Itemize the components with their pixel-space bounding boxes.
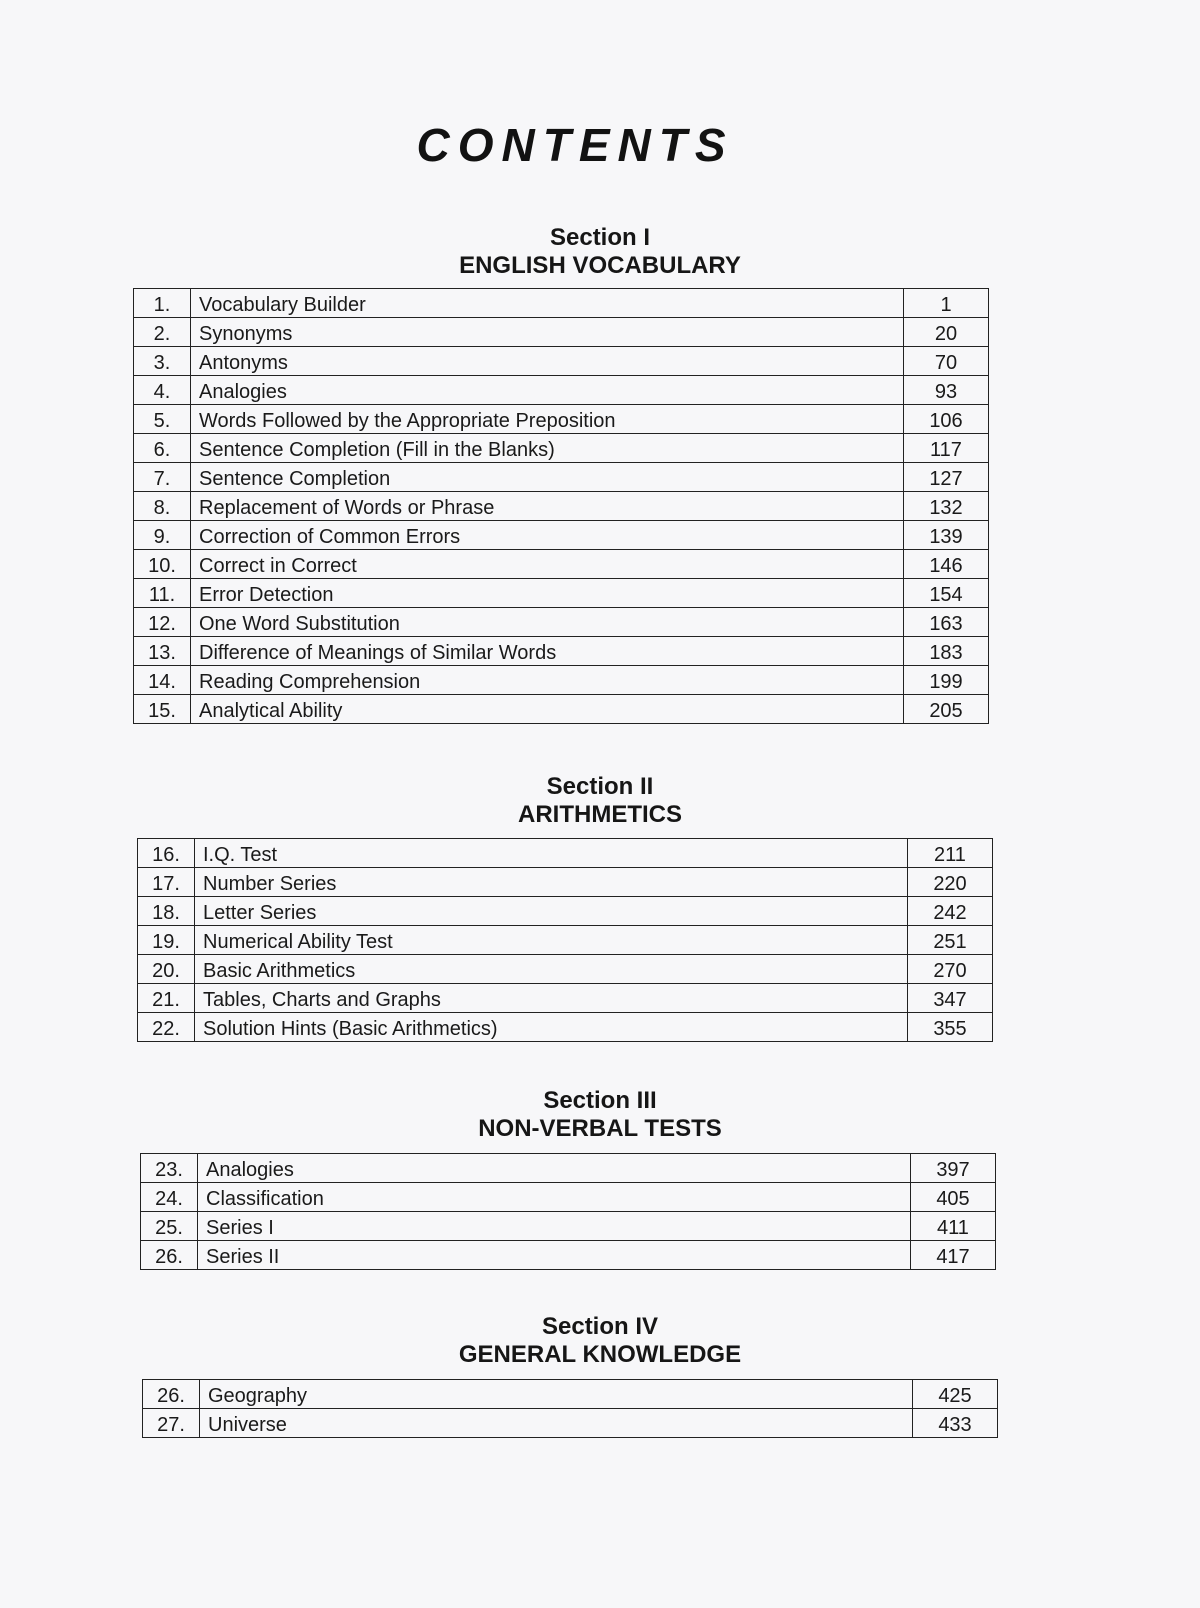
entry-topic: Tables, Charts and Graphs — [195, 984, 908, 1013]
entry-number: 16. — [138, 839, 195, 868]
section-label: Section I — [549, 224, 651, 251]
entry-page: 70 — [904, 347, 989, 376]
entry-topic: Analogies — [191, 376, 904, 405]
toc-row — [134, 492, 989, 521]
entry-number: 26. — [141, 1241, 198, 1270]
toc-row — [134, 579, 989, 608]
section-name: NON-VERBAL TESTS — [478, 1115, 722, 1142]
entry-page: 355 — [908, 1013, 993, 1042]
entry-page: 20 — [904, 318, 989, 347]
entry-number: 12. — [134, 608, 191, 637]
entry-topic: One Word Substitution — [191, 608, 904, 637]
toc-row — [134, 405, 989, 434]
entry-number: 15. — [134, 695, 191, 724]
entry-number: 1. — [134, 289, 191, 318]
entry-topic: Analogies — [198, 1154, 911, 1183]
page-title: CONTENTS — [416, 119, 734, 171]
entry-topic: Sentence Completion (Fill in the Blanks) — [191, 434, 904, 463]
entry-page: 154 — [904, 579, 989, 608]
toc-row — [138, 868, 993, 897]
toc-row — [138, 955, 993, 984]
toc-row — [134, 608, 989, 637]
entry-number: 21. — [138, 984, 195, 1013]
toc-table-section-3 — [140, 1153, 996, 1270]
toc-row — [134, 666, 989, 695]
entry-page: 146 — [904, 550, 989, 579]
section-1-heading — [0, 224, 1200, 280]
entry-number: 9. — [134, 521, 191, 550]
entry-topic: Universe — [200, 1409, 913, 1438]
toc-table-section-4 — [142, 1379, 998, 1438]
toc-row — [143, 1409, 998, 1438]
toc-row — [134, 434, 989, 463]
toc-row — [141, 1183, 996, 1212]
entry-number: 7. — [134, 463, 191, 492]
entry-topic: Difference of Meanings of Similar Words — [191, 637, 904, 666]
toc-row — [134, 550, 989, 579]
entry-page: 251 — [908, 926, 993, 955]
entry-number: 2. — [134, 318, 191, 347]
entry-number: 17. — [138, 868, 195, 897]
toc-row — [134, 521, 989, 550]
entry-page: 163 — [904, 608, 989, 637]
section-label: Section IV — [541, 1313, 659, 1340]
entry-number: 22. — [138, 1013, 195, 1042]
entry-number: 26. — [143, 1380, 200, 1409]
entry-topic: Words Followed by the Appropriate Preposition — [191, 405, 904, 434]
entry-topic: Basic Arithmetics — [195, 955, 908, 984]
entry-number: 23. — [141, 1154, 198, 1183]
entry-topic: Analytical Ability — [191, 695, 904, 724]
entry-page: 242 — [908, 897, 993, 926]
toc-row — [143, 1380, 998, 1409]
toc-row — [138, 926, 993, 955]
entry-number: 4. — [134, 376, 191, 405]
entry-topic: I.Q. Test — [195, 839, 908, 868]
section-2-heading — [0, 773, 1200, 829]
entry-topic: Correction of Common Errors — [191, 521, 904, 550]
entry-number: 5. — [134, 405, 191, 434]
entry-page: 220 — [908, 868, 993, 897]
entry-page: 106 — [904, 405, 989, 434]
entry-topic: Numerical Ability Test — [195, 926, 908, 955]
toc-row — [138, 897, 993, 926]
toc-row — [138, 984, 993, 1013]
toc-table-section-2 — [137, 838, 993, 1042]
toc-row — [141, 1241, 996, 1270]
toc-row — [138, 1013, 993, 1042]
section-3-heading — [0, 1087, 1200, 1143]
entry-topic: Classification — [198, 1183, 911, 1212]
entry-number: 3. — [134, 347, 191, 376]
entry-page: 132 — [904, 492, 989, 521]
entry-topic: Antonyms — [191, 347, 904, 376]
entry-number: 8. — [134, 492, 191, 521]
entry-topic: Letter Series — [195, 897, 908, 926]
entry-page: 417 — [911, 1241, 996, 1270]
entry-topic: Reading Comprehension — [191, 666, 904, 695]
entry-number: 27. — [143, 1409, 200, 1438]
toc-row — [134, 463, 989, 492]
entry-topic: Number Series — [195, 868, 908, 897]
entry-page: 127 — [904, 463, 989, 492]
section-name: GENERAL KNOWLEDGE — [458, 1341, 742, 1368]
toc-row — [134, 637, 989, 666]
section-4-heading — [0, 1313, 1200, 1369]
entry-number: 6. — [134, 434, 191, 463]
section-name: ARITHMETICS — [518, 801, 682, 828]
entry-number: 11. — [134, 579, 191, 608]
section-name: ENGLISH VOCABULARY — [459, 252, 741, 279]
section-label: Section II — [546, 773, 654, 800]
entry-topic: Geography — [200, 1380, 913, 1409]
entry-topic: Solution Hints (Basic Arithmetics) — [195, 1013, 908, 1042]
entry-number: 18. — [138, 897, 195, 926]
toc-table-section-1 — [133, 288, 989, 724]
toc-row — [141, 1212, 996, 1241]
entry-number: 14. — [134, 666, 191, 695]
entry-page: 117 — [904, 434, 989, 463]
entry-number: 25. — [141, 1212, 198, 1241]
entry-number: 24. — [141, 1183, 198, 1212]
toc-row — [134, 347, 989, 376]
entry-topic: Replacement of Words or Phrase — [191, 492, 904, 521]
entry-topic: Correct in Correct — [191, 550, 904, 579]
entry-number: 13. — [134, 637, 191, 666]
entry-topic: Vocabulary Builder — [191, 289, 904, 318]
entry-page: 347 — [908, 984, 993, 1013]
entry-page: 183 — [904, 637, 989, 666]
entry-page: 405 — [911, 1183, 996, 1212]
entry-page: 205 — [904, 695, 989, 724]
entry-page: 433 — [913, 1409, 998, 1438]
entry-page: 139 — [904, 521, 989, 550]
entry-number: 19. — [138, 926, 195, 955]
section-label: Section III — [543, 1087, 657, 1114]
entry-page: 211 — [908, 839, 993, 868]
entry-topic: Series II — [198, 1241, 911, 1270]
entry-page: 411 — [911, 1212, 996, 1241]
entry-page: 93 — [904, 376, 989, 405]
entry-number: 20. — [138, 955, 195, 984]
toc-row — [134, 318, 989, 347]
entry-page: 270 — [908, 955, 993, 984]
toc-row — [134, 695, 989, 724]
toc-row — [138, 839, 993, 868]
entry-number: 10. — [134, 550, 191, 579]
entry-topic: Synonyms — [191, 318, 904, 347]
entry-page: 1 — [904, 289, 989, 318]
entry-topic: Series I — [198, 1212, 911, 1241]
toc-row — [134, 376, 989, 405]
entry-topic: Error Detection — [191, 579, 904, 608]
toc-row — [134, 289, 989, 318]
toc-row — [141, 1154, 996, 1183]
entry-page: 397 — [911, 1154, 996, 1183]
entry-page: 199 — [904, 666, 989, 695]
entry-page: 425 — [913, 1380, 998, 1409]
entry-topic: Sentence Completion — [191, 463, 904, 492]
